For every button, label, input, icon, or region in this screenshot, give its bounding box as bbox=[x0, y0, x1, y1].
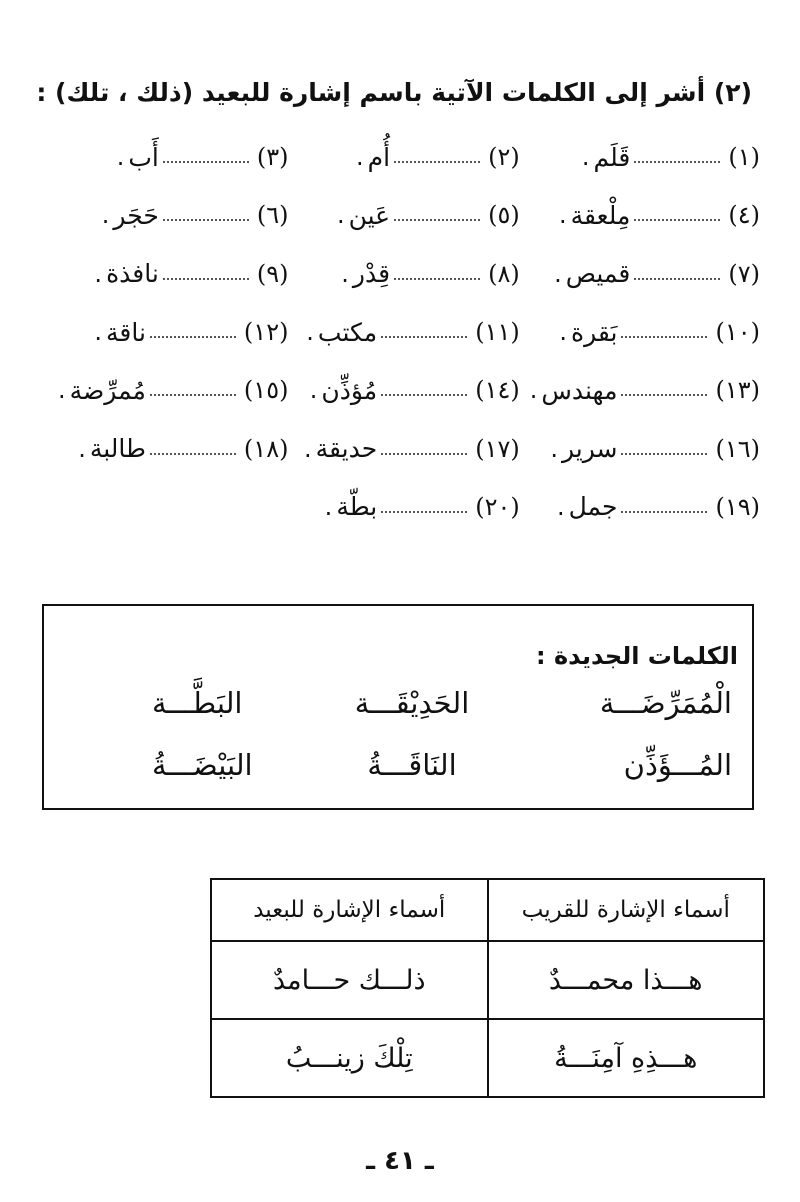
item-period: . bbox=[309, 376, 318, 405]
item-word: قِدْر bbox=[352, 259, 391, 289]
page-number: ـ ٤١ ـ bbox=[366, 1146, 434, 1176]
item-period: . bbox=[581, 143, 590, 172]
item-period: . bbox=[550, 434, 558, 463]
exercise-item bbox=[48, 361, 288, 419]
item-number: (١) bbox=[728, 143, 760, 172]
answer-blank[interactable] bbox=[634, 278, 720, 280]
item-number: (١٥) bbox=[243, 376, 289, 405]
answer-blank[interactable] bbox=[621, 453, 707, 455]
item-word: قميص bbox=[565, 259, 631, 289]
item-number: (٩) bbox=[256, 259, 289, 288]
cell-near: هـــذِهِ آمِنَـــةُ bbox=[488, 1019, 765, 1097]
answer-blank[interactable] bbox=[381, 336, 467, 338]
new-word: المُـــؤَذِّن bbox=[623, 748, 732, 782]
item-word: نافذة bbox=[106, 259, 159, 289]
item-period: . bbox=[336, 201, 345, 230]
new-words-title: الكلمات الجديدة : bbox=[536, 642, 738, 670]
item-word: ناقة bbox=[105, 317, 146, 347]
answer-blank[interactable] bbox=[634, 219, 720, 221]
item-period: . bbox=[78, 434, 86, 463]
new-word: البَطَّـــة bbox=[152, 686, 243, 720]
item-number: (٧) bbox=[728, 259, 760, 288]
item-period: . bbox=[94, 318, 102, 347]
item-number: (٢٠) bbox=[475, 492, 520, 521]
item-word: حديقة bbox=[315, 434, 378, 464]
answer-blank[interactable] bbox=[150, 394, 236, 396]
exercise-item bbox=[520, 186, 760, 244]
item-period: . bbox=[554, 259, 562, 288]
exercise-item bbox=[288, 303, 519, 361]
new-words-grid bbox=[92, 686, 732, 810]
cell-near: هـــذا محمـــدٌ bbox=[488, 941, 765, 1019]
answer-blank[interactable] bbox=[621, 336, 707, 338]
item-number: (٦) bbox=[256, 201, 289, 230]
answer-blank[interactable] bbox=[150, 453, 236, 455]
new-word: الْمُمَرِّضَـــة bbox=[599, 686, 732, 720]
item-word: أَب bbox=[128, 142, 159, 172]
item-period: . bbox=[58, 376, 66, 405]
demonstratives-table bbox=[210, 878, 765, 1098]
new-word: النَاقَـــةُ bbox=[367, 748, 457, 782]
answer-blank[interactable] bbox=[621, 511, 707, 513]
item-number: (١٣) bbox=[715, 376, 760, 405]
item-period: . bbox=[306, 318, 314, 347]
item-word: مكتب bbox=[317, 317, 378, 347]
item-word: بَقرة bbox=[570, 317, 618, 347]
item-word: أُم bbox=[367, 142, 391, 172]
answer-blank[interactable] bbox=[163, 219, 249, 221]
exercise-item bbox=[288, 361, 519, 419]
header-near: أسماء الإشارة للقريب bbox=[488, 879, 765, 941]
item-period: . bbox=[101, 201, 110, 230]
item-number: (٣) bbox=[256, 143, 289, 172]
item-period: . bbox=[116, 143, 125, 172]
item-period: . bbox=[356, 143, 364, 172]
item-word: حَجَر bbox=[113, 200, 159, 230]
item-word: سرير bbox=[561, 434, 618, 464]
cell-far: تِلْكَ زينـــبُ bbox=[211, 1019, 488, 1097]
exercise-words-grid bbox=[48, 128, 760, 536]
answer-blank[interactable] bbox=[621, 394, 707, 396]
exercise-item bbox=[48, 128, 288, 186]
exercise-item bbox=[520, 478, 760, 536]
answer-blank[interactable] bbox=[394, 161, 480, 163]
item-word: طالبة bbox=[89, 434, 146, 464]
answer-blank[interactable] bbox=[381, 394, 467, 396]
item-period: . bbox=[529, 376, 538, 405]
exercise-item bbox=[520, 303, 760, 361]
item-word: مُؤذِّن bbox=[321, 375, 378, 405]
item-period: . bbox=[341, 259, 349, 288]
item-number: (١٦) bbox=[715, 434, 760, 463]
exercise-item bbox=[48, 186, 288, 244]
exercise-item bbox=[520, 361, 760, 419]
exercise-item bbox=[288, 128, 519, 186]
item-number: (١٧) bbox=[475, 434, 520, 463]
item-number: (٨) bbox=[488, 259, 520, 288]
new-word: البَيْضَـــةُ bbox=[152, 748, 253, 782]
item-word: قَلَم bbox=[593, 142, 631, 172]
table-row bbox=[211, 941, 764, 1019]
item-word: مِلْعقة bbox=[570, 200, 631, 230]
item-period: . bbox=[558, 201, 567, 230]
item-number: (١١) bbox=[475, 318, 520, 347]
item-word: بطّة bbox=[336, 492, 378, 522]
item-word: عَين bbox=[348, 200, 391, 230]
answer-blank[interactable] bbox=[163, 278, 249, 280]
item-number: (٤) bbox=[728, 201, 760, 230]
answer-blank[interactable] bbox=[163, 161, 249, 163]
exercise-item bbox=[288, 419, 519, 477]
item-period: . bbox=[556, 492, 565, 521]
table-header-row bbox=[211, 879, 764, 941]
item-number: (١٨) bbox=[243, 434, 289, 463]
header-far: أسماء الإشارة للبعيد bbox=[211, 879, 488, 941]
exercise-item bbox=[520, 245, 760, 303]
exercise-item bbox=[520, 128, 760, 186]
item-number: (١٤) bbox=[475, 376, 520, 405]
exercise-item bbox=[288, 186, 519, 244]
exercise-item bbox=[288, 478, 519, 536]
new-word: الحَدِيْقَـــة bbox=[354, 686, 470, 720]
exercise-item bbox=[48, 245, 288, 303]
table-row bbox=[211, 1019, 764, 1097]
item-period: . bbox=[324, 492, 333, 521]
answer-blank[interactable] bbox=[150, 336, 236, 338]
item-word: مُمرِّضة bbox=[69, 375, 146, 405]
item-number: (١٠) bbox=[715, 318, 760, 347]
exercise-item bbox=[48, 419, 288, 477]
exercise-item bbox=[288, 245, 519, 303]
answer-blank[interactable] bbox=[394, 219, 480, 221]
exercise-title: (٢) أشر إلى الكلمات الآتية باسم إشارة للبعيد (ذلك ، تلك) : bbox=[36, 78, 752, 107]
item-number: (١٢) bbox=[243, 318, 289, 347]
item-number: (٢) bbox=[488, 143, 520, 172]
new-words-box bbox=[42, 604, 754, 810]
item-word: مهندس bbox=[541, 375, 618, 405]
answer-blank[interactable] bbox=[381, 453, 467, 455]
item-number: (١٩) bbox=[715, 492, 760, 521]
item-word: جمل bbox=[568, 492, 618, 522]
answer-blank[interactable] bbox=[634, 161, 720, 163]
cell-far: ذلـــك حـــامدٌ bbox=[211, 941, 488, 1019]
item-period: . bbox=[303, 434, 312, 463]
answer-blank[interactable] bbox=[394, 278, 480, 280]
answer-blank[interactable] bbox=[381, 511, 467, 513]
item-number: (٥) bbox=[488, 201, 520, 230]
item-period: . bbox=[94, 259, 103, 288]
item-period: . bbox=[559, 318, 567, 347]
exercise-item bbox=[48, 303, 288, 361]
exercise-item bbox=[520, 419, 760, 477]
